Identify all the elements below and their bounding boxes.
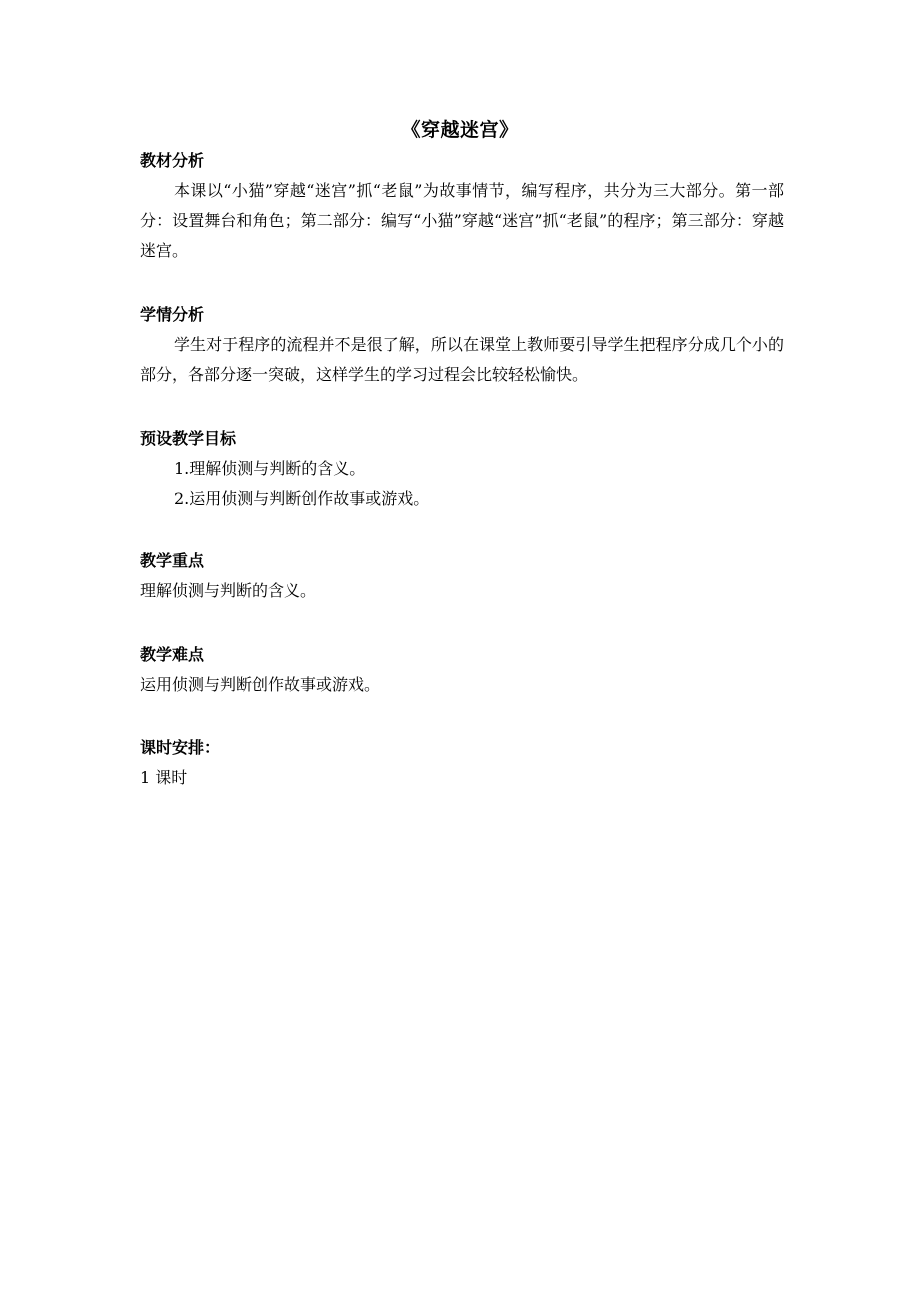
section-heading: 课时安排： bbox=[140, 738, 221, 757]
section-student-analysis bbox=[140, 300, 784, 390]
section-body: 本课以“小猫”穿越“迷宫”抓“老鼠”为故事情节，编写程序，共分为三大部分。第一部分：设置舞台和角色；第二部分：编写“小猫”穿越“迷宫”抓“老鼠”的程序；第三部分：穿越迷宫。 bbox=[140, 181, 784, 260]
section-heading: 预设教学目标 bbox=[140, 429, 237, 448]
section-heading: 学情分析 bbox=[140, 305, 205, 324]
section-body: 运用侦测与判断创作故事或游戏。 bbox=[140, 675, 381, 694]
section-body: 学生对于程序的流程并不是很了解，所以在课堂上教师要引导学生把程序分成几个小的部分，各部分逐一突破，这样学生的学习过程会比较轻松愉快。 bbox=[140, 335, 784, 384]
list-item: 2.运用侦测与判断创作故事或游戏。 bbox=[174, 489, 430, 508]
section-teaching-goals bbox=[140, 424, 784, 514]
section-key-point bbox=[140, 546, 784, 606]
section-material-analysis bbox=[140, 146, 784, 266]
goals-list bbox=[140, 454, 784, 514]
section-body: 1 课时 bbox=[140, 768, 188, 787]
section-difficulty bbox=[140, 640, 784, 700]
section-schedule bbox=[140, 733, 784, 793]
section-heading: 教学难点 bbox=[140, 645, 205, 664]
section-heading: 教材分析 bbox=[140, 151, 205, 170]
section-body: 理解侦测与判断的含义。 bbox=[140, 581, 317, 600]
document-title: 《穿越迷宫》 bbox=[401, 119, 519, 141]
list-item: 1.理解侦测与判断的含义。 bbox=[174, 459, 366, 478]
section-heading: 教学重点 bbox=[140, 551, 205, 570]
